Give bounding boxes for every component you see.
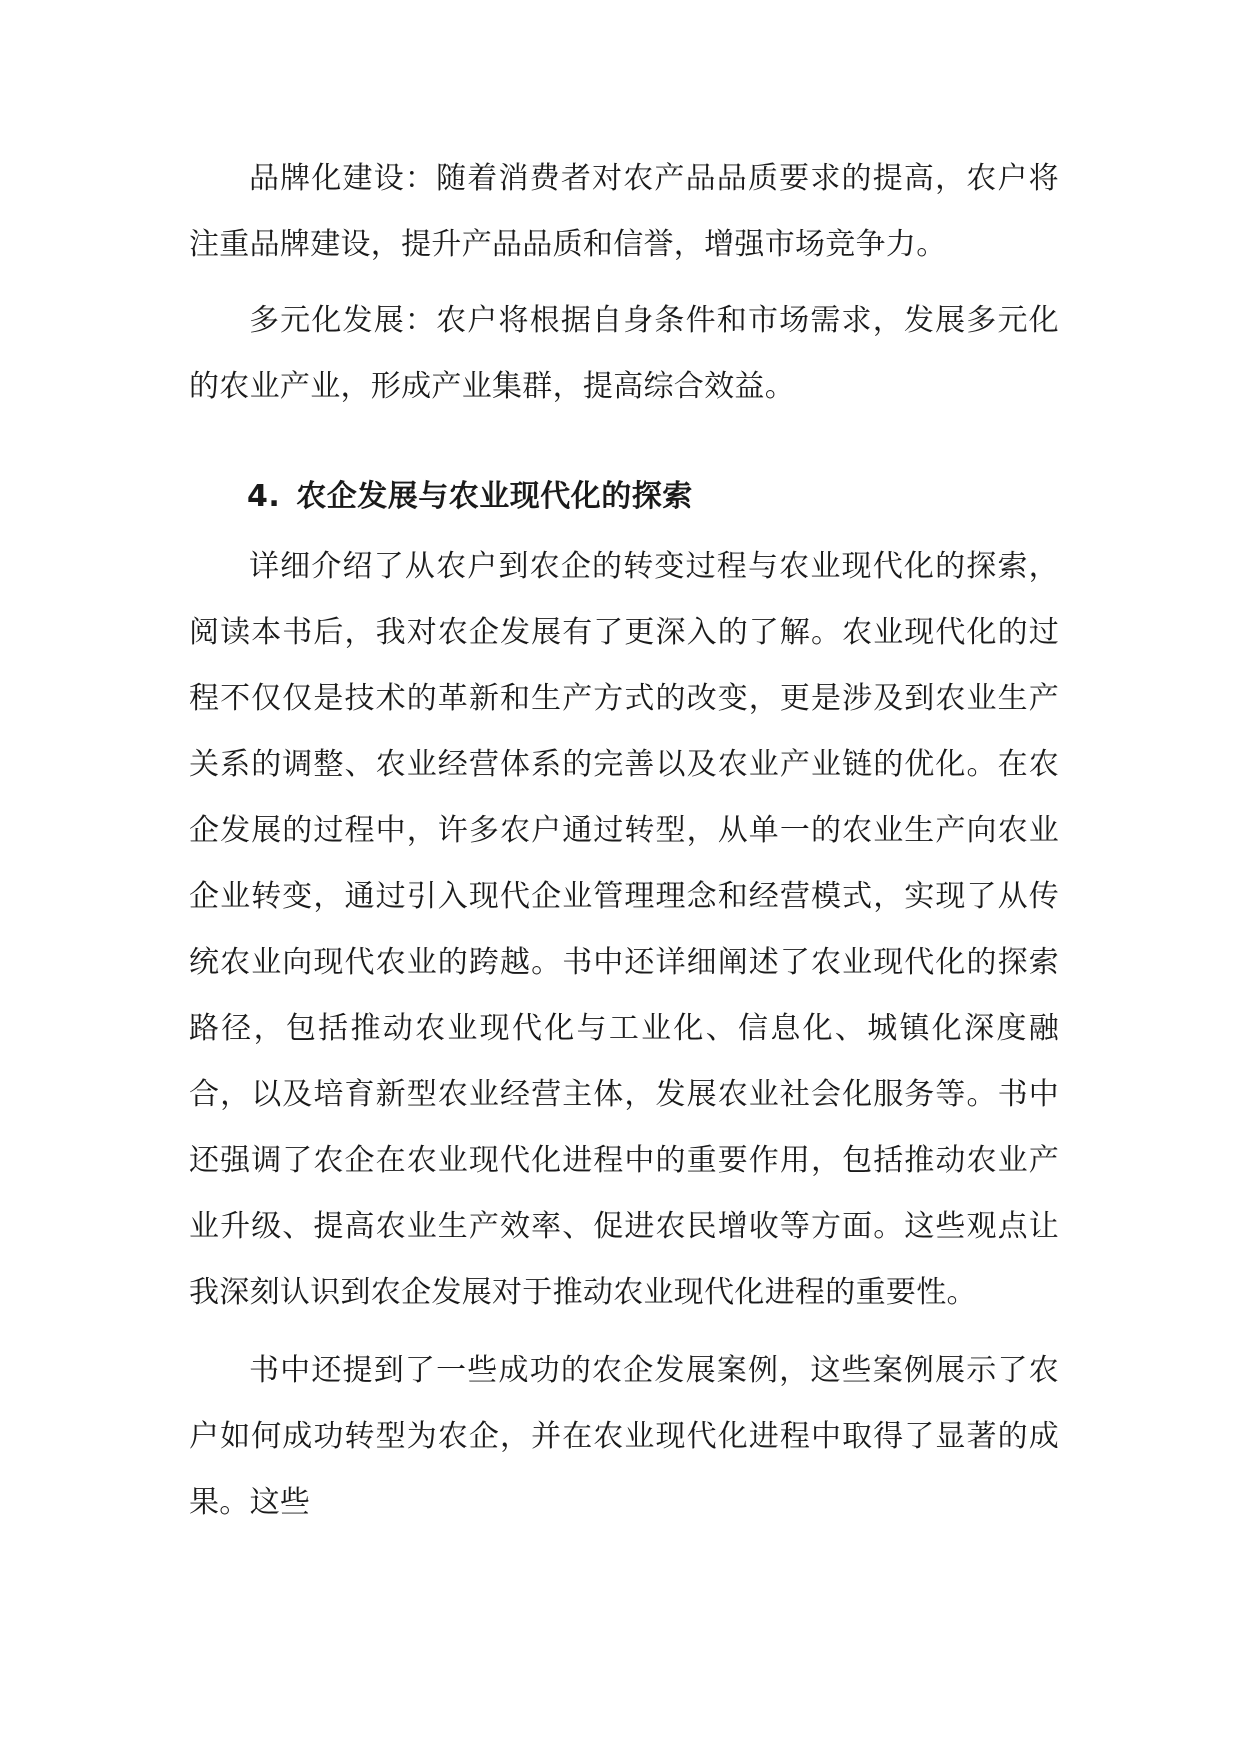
section-number: 4. (247, 479, 281, 514)
section-title: 农企发展与农业现代化的探索 (296, 479, 693, 514)
paragraph-case-studies: 书中还提到了一些成功的农企发展案例，这些案例展示了农户如何成功转型为农企，并在农业现代化进程中取得了显著的成果。这些 (189, 1353, 1059, 1520)
paragraph-diversification: 多元化发展：农户将根据自身条件和市场需求，发展多元化的农业产业，形成产业集群，提高综合效益。 (189, 303, 1059, 404)
document-body (189, 146, 1059, 1536)
section-heading (189, 464, 1059, 530)
paragraph-transformation: 详细介绍了从农户到农企的转变过程与农业现代化的探索，阅读本书后，我对农企发展有了更深入的了解。农业现代化的过程不仅仅是技术的革新和生产方式的改变，更是涉及到农业生产关系的调整、农业经营体系的完善以及农业产业链的优化。在农企发展的过程中，许多农户通过转型，从单一的农业生产向农业企业转变，通过引入现代企业管理理念和经营模式，实现了从传统农业向现代农业的跨越。书中还详细阐述了农业现代化的探索路径，包括推动农业现代化与工业化、信息化、城镇化深度融合，以及培育新型农业经营主体，发展农业社会化服务等。书中还强调了农企在农业现代化进程中的重要作用，包括推动农业产业升级、提高农业生产效率、促进农民增收等方面。这些观点让我深刻认识到农企发展对于推动农业现代化进程的重要性。 (189, 549, 1059, 1310)
paragraph-branding: 品牌化建设：随着消费者对农产品品质要求的提高，农户将注重品牌建设，提升产品品质和信誉，增强市场竞争力。 (189, 161, 1059, 262)
